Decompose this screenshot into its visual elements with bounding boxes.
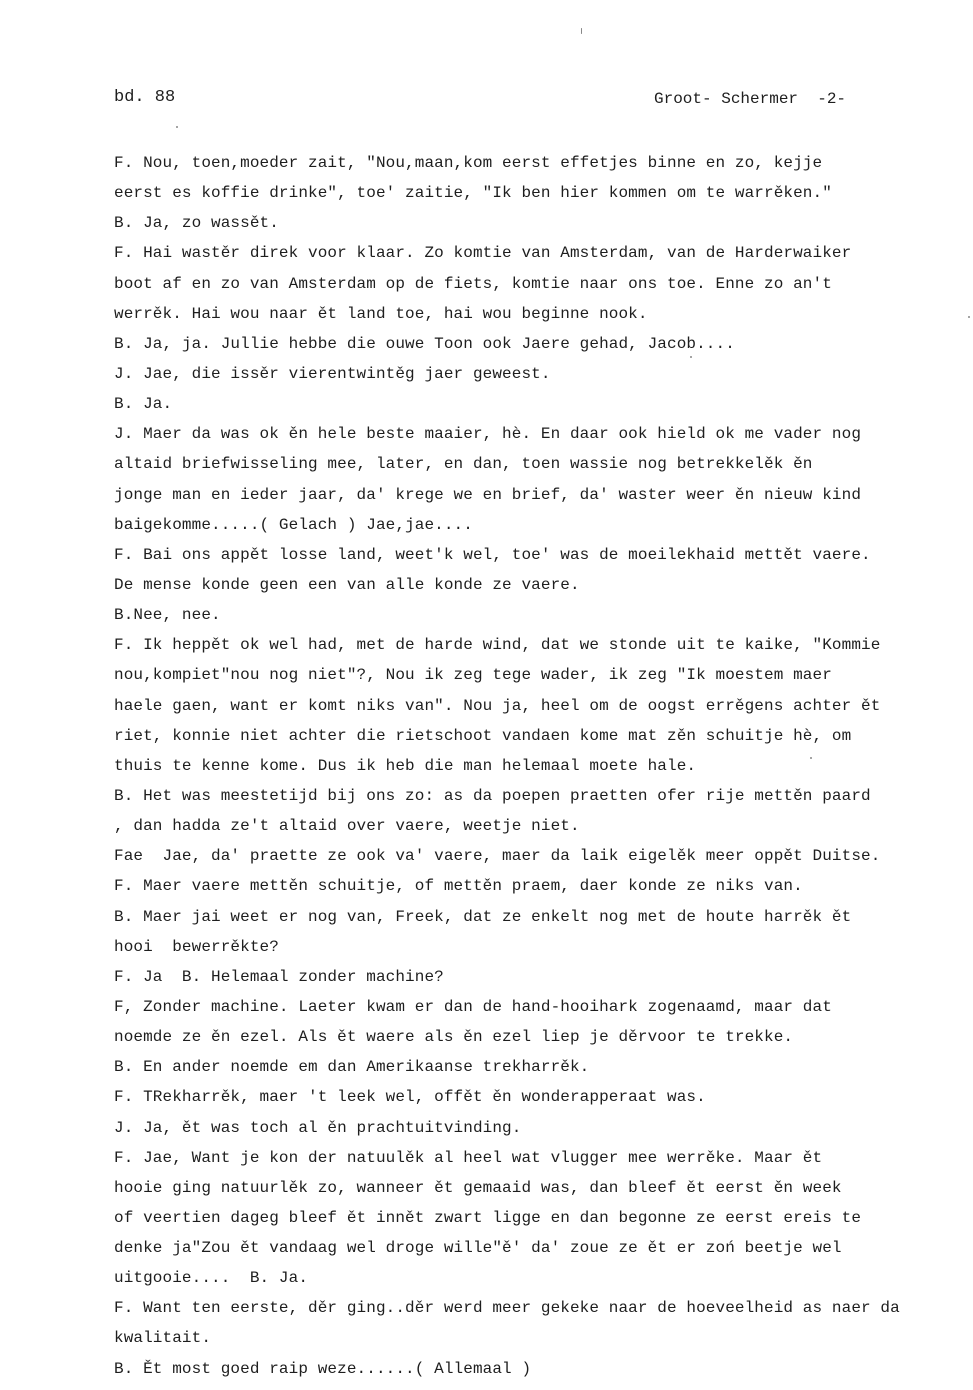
transcript-line: B. Maer jai weet er nog van, Freek, dat ze enkelt nog met de houte harrěk ět xyxy=(114,907,852,926)
transcript-line: B. Ja. xyxy=(114,395,173,414)
transcript-line: denke ja"Zou ět vandaag wel droge wille"ě' da' zoue ze ět er zoń beetje wel xyxy=(114,1239,842,1258)
transcript-line: De mense konde geen een van alle konde ze vaere. xyxy=(114,575,580,594)
paper-speck xyxy=(176,126,178,128)
page-heading: Groot- Schermer -2- xyxy=(654,90,847,108)
transcript-line: boot af en zo van Amsterdam op de fiets, komtie naar ons toe. Enne zo an't xyxy=(114,274,832,293)
page-number: bd. 88 xyxy=(114,88,176,107)
transcript-line: altaid briefwisseling mee, later, en dan, toen wassie nog betrekkelěk ěn xyxy=(114,455,813,474)
transcript-line: B. Ět most goed raip weze......( Allemaal ) xyxy=(114,1359,532,1378)
transcript-line: B. Ja, zo wassět. xyxy=(114,214,279,233)
paper-speck xyxy=(690,356,692,358)
transcript-line: F. Nou, toen,moeder zait, "Nou,maan,kom eerst effetjes binne en zo, kejje xyxy=(114,154,823,172)
transcript-line: uitgooie.... B. Ja. xyxy=(114,1269,309,1288)
transcript-line: F. Maer vaere mettěn schuitje, of mettěn praem, daer konde ze niks van. xyxy=(114,877,803,896)
transcript-line: F. TRekharrěk, maer 't leek wel, offět ěn wonderapperaat was. xyxy=(114,1088,706,1107)
transcript-line: F. Hai wastěr direk voor klaar. Zo komtie van Amsterdam, van de Harderwaiker xyxy=(114,244,852,263)
transcript-line: B.Nee, nee. xyxy=(114,606,221,625)
transcript-line: F. Bai ons appět losse land, weet'k wel, toe' was de moeilekhaid mettět vaere. xyxy=(114,545,871,564)
transcript-line: F. Ja B. Helemaal zonder machine? xyxy=(114,967,444,986)
transcript-line: kwalitait. xyxy=(114,1329,212,1348)
transcript-line: of veertien dageg bleef ět innět zwart ligge en dan begonne ze eerst ereis te xyxy=(114,1208,862,1227)
transcript-line: Fae Jae, da' praette ze ook va' vaere, maer da laik eigelěk meer oppět Duitse. xyxy=(114,847,881,866)
transcript-line: F. Ik heppět ok wel had, met de harde wind, dat we stonde uit te kaike, "Kommie xyxy=(114,636,881,655)
transcript-line: jonge man en ieder jaar, da' krege we en brief, da' waster weer ěn nieuw kind xyxy=(114,485,862,504)
transcript-line: F. Jae, Want je kon der natuulěk al heel wat vlugger mee werrěke. Maar ět xyxy=(114,1148,823,1167)
transcript-line: hooie ging natuurlěk zo, wanneer ět gemaaid was, dan bleef ět eerst ěn week xyxy=(114,1178,842,1197)
transcript-line: F. Want ten eerste, děr ging..děr werd meer gekeke naar de hoeveelheid as naer da xyxy=(114,1299,900,1318)
transcript-line: F, Zonder machine. Laeter kwam er dan de hand-hooihark zogenaamd, maar dat xyxy=(114,997,832,1016)
paper-speck xyxy=(810,757,812,759)
paper-speck xyxy=(581,28,582,34)
transcript-line: J. Maer da was ok ěn hele beste maaier, hè. En daar ook hield ok me vader nog xyxy=(114,425,862,444)
transcript-line: J. Jae, die issěr vierentwintěg jaer geweest. xyxy=(114,364,551,383)
transcript-line: , dan hadda ze't altaid over vaere, weetje niet. xyxy=(114,817,580,836)
transcript-line: B. Ja, ja. Jullie hebbe die ouwe Toon ook Jaere gehad, Jacob.... xyxy=(114,334,735,353)
transcript-body xyxy=(114,148,964,1384)
transcript-line: riet, konnie niet achter die rietschoot vandaen kome mat zěn schuitje hè, om xyxy=(114,726,852,745)
transcript-line: werrěk. Hai wou naar ět land toe, hai wou beginne nook. xyxy=(114,304,648,323)
transcript-line: J. Ja, ět was toch al ěn prachtuitvinding. xyxy=(114,1118,522,1137)
transcript-line: eerst es koffie drinke", toe' zaitie, "Ik ben hier kommen om te warrěken." xyxy=(114,184,832,203)
transcript-line: baigekomme.....( Gelach ) Jae,jae.... xyxy=(114,515,473,534)
transcript-line: nou,kompiet"nou nog niet"?, Nou ik zeg tege wader, ik zeg "Ik moestem maer xyxy=(114,666,832,685)
paper-speck xyxy=(968,316,970,318)
transcript-line: haele gaen, want er komt niks van". Nou ja, heel om de oogst errěgens achter ět xyxy=(114,696,881,715)
transcript-line: hooi bewerrěkte? xyxy=(114,937,279,956)
transcript-line: B. Het was meestetijd bij ons zo: as da poepen praetten ofer rije mettěn paard xyxy=(114,786,871,805)
transcript-line: noemde ze ěn ezel. Als ět waere als ěn ezel liep je děrvoor te trekke. xyxy=(114,1028,794,1047)
transcript-line: thuis te kenne kome. Dus ik heb die man helemaal moete hale. xyxy=(114,756,697,775)
transcript-line: B. En ander noemde em dan Amerikaanse trekharrěk. xyxy=(114,1058,590,1077)
